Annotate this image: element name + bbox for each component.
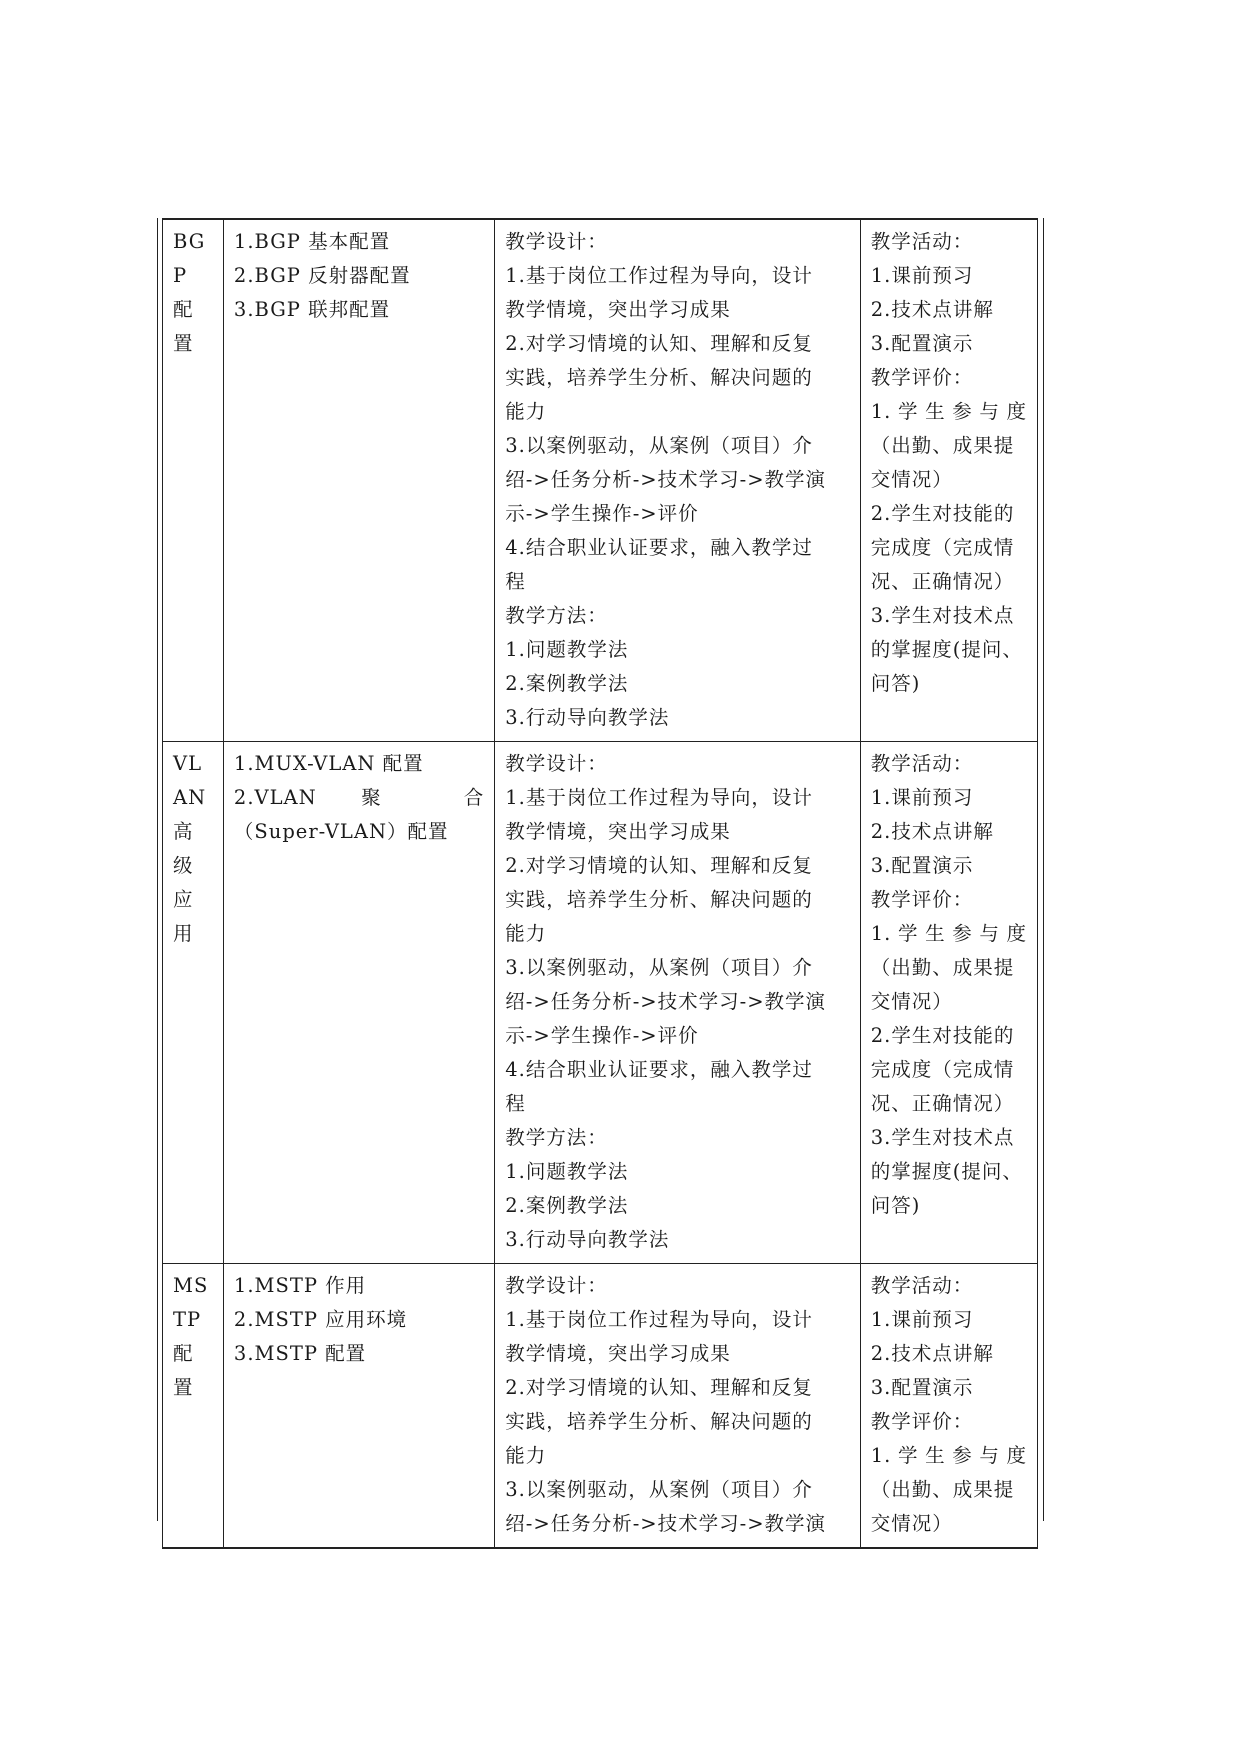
activity-line: （出勤、成果提 (870, 956, 1015, 979)
activity-line: 1.学生参与度 (870, 922, 1027, 945)
method-line: 教学情境，突出学习成果 (505, 1342, 731, 1365)
method-line: 能力 (505, 400, 547, 423)
activity-line: 2.学生对技能的 (870, 1024, 1015, 1047)
method-line: 2.案例教学法 (505, 1194, 629, 1217)
method-line: 示->学生操作->评价 (505, 502, 699, 525)
method-line: 2.对学习情境的认知、理解和反复 (505, 854, 813, 877)
module-title-line: BGP (173, 230, 206, 287)
table-row (163, 1264, 1038, 1549)
method-line: 3.行动导向教学法 (505, 1228, 670, 1251)
method-line: 1.基于岗位工作过程为导向，设计 (505, 1308, 813, 1331)
activity-line: 3.学生对技术点 (870, 604, 1015, 627)
content-line: 1.BGP 基本配置 (233, 230, 391, 253)
activity-line: 完成度（完成情 (870, 536, 1015, 559)
content-line: 3.BGP 联邦配置 (233, 298, 391, 321)
method-line: 教学设计： (505, 1274, 608, 1297)
activity-evaluation-cell (860, 1264, 1037, 1549)
activity-line: 问答) (870, 1194, 921, 1217)
method-line: 实践，培养学生分析、解决问题的 (505, 366, 813, 389)
method-line: 实践，培养学生分析、解决问题的 (505, 888, 813, 911)
method-line: 4.结合职业认证要求，融入教学过 (505, 1058, 813, 1081)
activity-evaluation-cell (860, 742, 1037, 1264)
method-line: 3.以案例驱动，从案例（项目）介 (505, 956, 813, 979)
method-line: 教学方法： (505, 604, 608, 627)
module-title-cell (163, 742, 224, 1264)
activity-line: 3.学生对技术点 (870, 1126, 1015, 1149)
teaching-method-cell (495, 742, 861, 1264)
activity-line: 2.技术点讲解 (870, 820, 994, 843)
activity-line: 教学活动： (870, 752, 974, 775)
method-line: 绍->任务分析->技术学习->教学演 (505, 990, 827, 1013)
module-title-cell (163, 219, 224, 742)
activity-line: 1.学生参与度 (870, 400, 1027, 423)
activity-line: 1.学生参与度 (870, 1444, 1027, 1467)
left-margin-rule (157, 218, 158, 1521)
module-content-cell (223, 219, 494, 742)
method-line: 2.对学习情境的认知、理解和反复 (505, 332, 813, 355)
module-title-line: 高级 (173, 820, 194, 877)
activity-line: 完成度（完成情 (870, 1058, 1015, 1081)
activity-line: 3.配置演示 (870, 854, 974, 877)
method-line: 3.以案例驱动，从案例（项目）介 (505, 1478, 813, 1501)
module-content-cell (223, 1264, 494, 1549)
method-line: 3.行动导向教学法 (505, 706, 670, 729)
content-line: 2.VLAN 聚 合 (233, 786, 485, 809)
module-title-line: VLAN (173, 752, 207, 809)
activity-line: 交情况） (870, 1512, 953, 1535)
activity-line: 教学活动： (870, 1274, 974, 1297)
activity-line: 况、正确情况） (870, 570, 1015, 593)
method-line: 1.基于岗位工作过程为导向，设计 (505, 786, 813, 809)
teaching-method-cell (495, 219, 861, 742)
activity-line: （出勤、成果提 (870, 434, 1015, 457)
content-line: 1.MSTP 作用 (233, 1274, 367, 1297)
method-line: 程 (505, 1092, 526, 1115)
activity-line: 教学活动： (870, 230, 974, 253)
right-margin-rule (1043, 218, 1044, 1521)
method-line: 绍->任务分析->技术学习->教学演 (505, 468, 827, 491)
activity-line: 1.课前预习 (870, 1308, 974, 1331)
content-line: 1.MUX-VLAN 配置 (233, 752, 424, 775)
method-line: 教学情境，突出学习成果 (505, 298, 731, 321)
method-line: 1.问题教学法 (505, 638, 629, 661)
method-line: 1.问题教学法 (505, 1160, 629, 1183)
activity-evaluation-cell (860, 219, 1037, 742)
method-line: 1.基于岗位工作过程为导向，设计 (505, 264, 813, 287)
activity-line: 况、正确情况） (870, 1092, 1015, 1115)
activity-line: 问答) (870, 672, 921, 695)
module-content-cell (223, 742, 494, 1264)
method-line: 实践，培养学生分析、解决问题的 (505, 1410, 813, 1433)
content-line: （Super-VLAN）配置 (233, 820, 449, 843)
curriculum-table (162, 218, 1038, 1549)
method-line: 示->学生操作->评价 (505, 1024, 699, 1047)
module-title-line: 配置 (173, 1342, 194, 1399)
activity-line: 1.课前预习 (870, 264, 974, 287)
method-line: 能力 (505, 922, 547, 945)
activity-line: 2.技术点讲解 (870, 1342, 994, 1365)
module-title-line: 应用 (173, 888, 194, 945)
activity-line: 教学评价： (870, 1410, 974, 1433)
activity-line: 的掌握度(提问、 (870, 638, 1023, 661)
table-row (163, 219, 1038, 742)
activity-line: 1.课前预习 (870, 786, 974, 809)
teaching-method-cell (495, 1264, 861, 1549)
module-title-cell (163, 1264, 224, 1549)
method-line: 教学设计： (505, 230, 608, 253)
activity-line: 教学评价： (870, 888, 974, 911)
activity-line: 教学评价： (870, 366, 974, 389)
module-title-line: 配置 (173, 298, 194, 355)
activity-line: 3.配置演示 (870, 332, 974, 355)
activity-line: 交情况） (870, 468, 953, 491)
method-line: 教学情境，突出学习成果 (505, 820, 731, 843)
method-line: 教学方法： (505, 1126, 608, 1149)
method-line: 绍->任务分析->技术学习->教学演 (505, 1512, 827, 1535)
method-line: 2.对学习情境的认知、理解和反复 (505, 1376, 813, 1399)
method-line: 2.案例教学法 (505, 672, 629, 695)
content-line: 2.BGP 反射器配置 (233, 264, 411, 287)
activity-line: 2.学生对技能的 (870, 502, 1015, 525)
module-title-line: MSTP (173, 1274, 209, 1331)
method-line: 4.结合职业认证要求，融入教学过 (505, 536, 813, 559)
method-line: 能力 (505, 1444, 547, 1467)
method-line: 3.以案例驱动，从案例（项目）介 (505, 434, 813, 457)
content-line: 2.MSTP 应用环境 (233, 1308, 408, 1331)
content-line: 3.MSTP 配置 (233, 1342, 367, 1365)
activity-line: 3.配置演示 (870, 1376, 974, 1399)
activity-line: 2.技术点讲解 (870, 298, 994, 321)
activity-line: 交情况） (870, 990, 953, 1013)
method-line: 教学设计： (505, 752, 608, 775)
table-row (163, 742, 1038, 1264)
method-line: 程 (505, 570, 526, 593)
activity-line: （出勤、成果提 (870, 1478, 1015, 1501)
activity-line: 的掌握度(提问、 (870, 1160, 1023, 1183)
